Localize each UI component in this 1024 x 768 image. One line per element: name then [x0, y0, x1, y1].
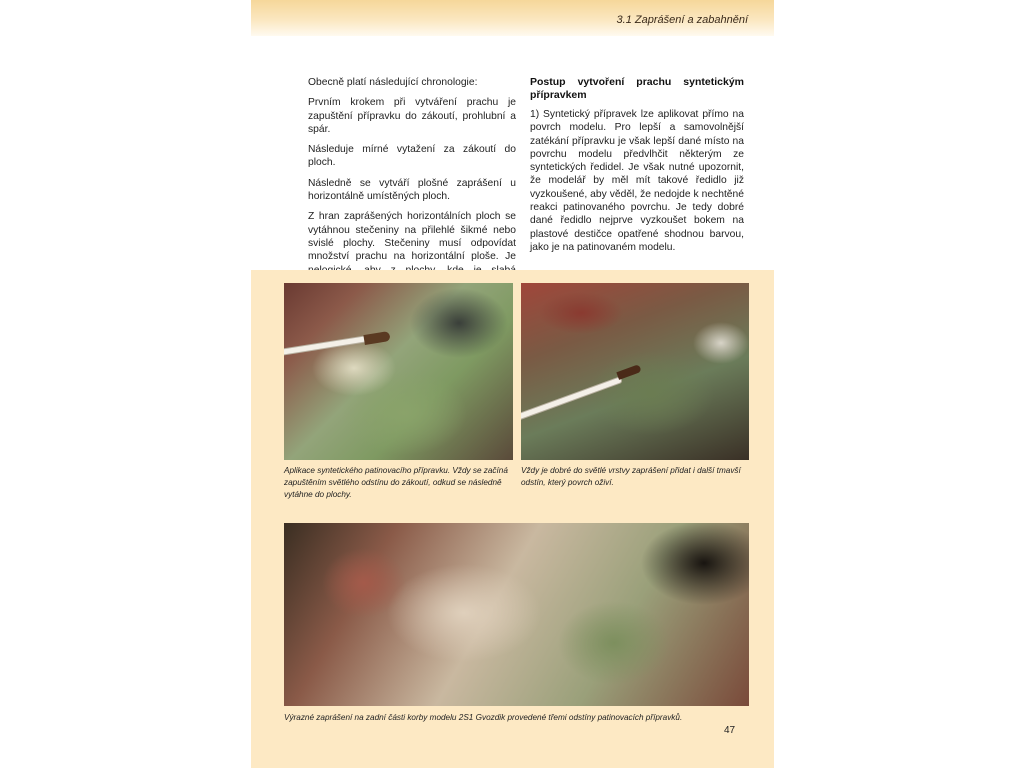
brush-handle: [521, 376, 623, 421]
paragraph: Následně se vytváří plošné zaprášení u horizontálně umístěných ploch.: [308, 177, 516, 203]
paragraph: Obecně platí následující chronologie:: [308, 77, 478, 88]
photo-band: [251, 270, 774, 768]
right-column: [530, 76, 744, 261]
photo-caption: Výrazné zaprášení na zadní části korby modelu 2S1 Gvozdik provedené třemi odstíny patinovacích přípravků.: [284, 713, 683, 722]
brush-bristles: [616, 364, 641, 380]
paragraph: Prvním krokem při vytváření prachu je zapuštění přípravku do zákoutí, prohlubní a spár.: [308, 97, 516, 135]
paragraph: Z hran zaprášených horizontálních ploch se vytáhnou stečeniny na přilehlé šikmé nebo svislé plochy. Stečeniny musí odpovídat množství prachu na horizontální ploše. Je: [308, 211, 516, 263]
header-band: [251, 0, 774, 36]
photo-darker-shade: [521, 283, 749, 460]
photo-brush-application: [284, 283, 513, 460]
section-heading: Postup vytvoření prachu syntetickým přípravkem: [530, 76, 744, 101]
brush-handle: [284, 335, 370, 356]
running-head: 3.1 Zaprášení a zabahnění: [616, 14, 748, 26]
photo-caption: Aplikace syntetického patinovacího přípravku. Vždy se začíná zapuštěním světlého odstínu do zákoutí, odkud se následně vytáhne do plochy.: [284, 466, 508, 499]
photo-caption: Vždy je dobré do světlé vrstvy zaprášení přidat i další tmavší odstín, který povrch oživí.: [521, 466, 741, 487]
page-number: 47: [724, 725, 736, 736]
paragraph: Následuje mírné vytažení za zákoutí do ploch.: [308, 144, 516, 169]
brush-bristles: [363, 331, 390, 345]
photo-hull-dusting: [284, 523, 749, 706]
book-page: [251, 0, 774, 768]
paragraph: 1) Syntetický přípravek lze aplikovat přímo na povrch modelu. Pro lepší a samovolnější zatékání přípravku je však lepší dané místo na povrchu modelu předvlhčit některým ze syntetických ředidel. Je však nutné upozornit, že modelář by měl mít takové ředidlo již vyzkoušené, aby věděl, že nedojde k nechtěné reakci patinovaného povrchu. Je tedy dobré dané ředidlo nejprve vyzkoušet bokem na plastové destičce opatřené shodnou barvou, jako je na patinovaném modelu.: [530, 109, 744, 253]
